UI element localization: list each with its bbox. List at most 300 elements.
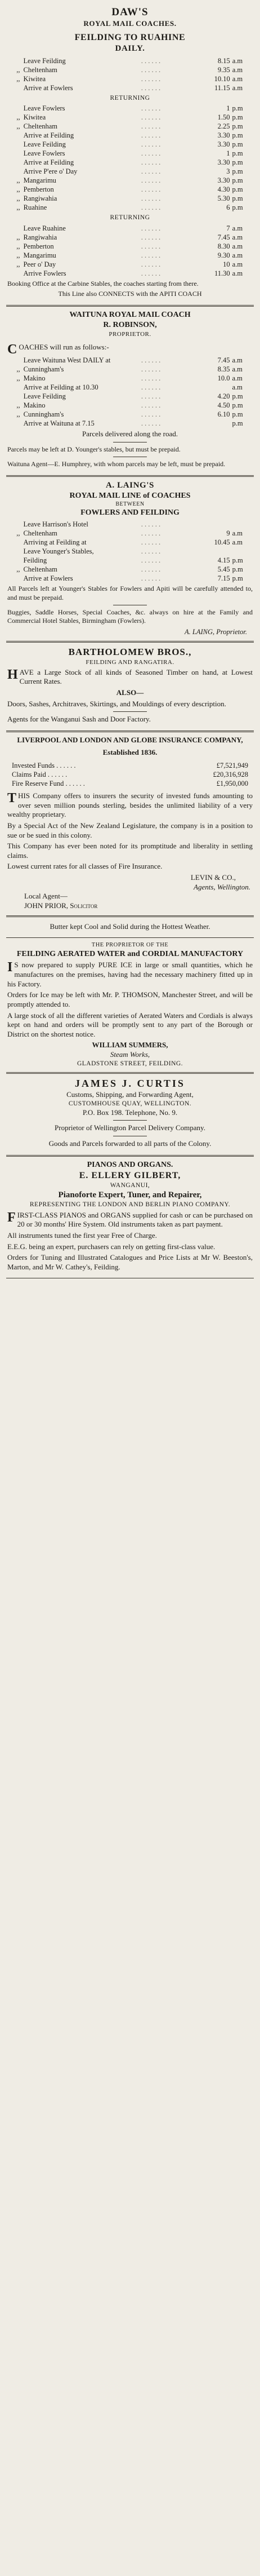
stop-name: Arrive Fowlers [23, 269, 66, 278]
financial-figure [7, 770, 253, 779]
time-period: a.m [232, 356, 243, 365]
departure-time: 6.10 [217, 410, 230, 419]
leader-dots: . . . . . . [141, 224, 161, 233]
stop-name: Kiwitea [23, 113, 46, 122]
body-text: E.E.G. being an expert, purchasers can rely on getting first-class value. [7, 1242, 216, 1251]
local-agent-label: Local Agent— [24, 892, 68, 901]
body-text: Lowest current rates for all classes of Fire Insurance. [7, 862, 163, 871]
returning-label: RETURNING [110, 94, 150, 101]
departure-time: 5.30 [217, 194, 230, 203]
timetable-row [7, 538, 253, 547]
departure-time: 4.30 [217, 185, 230, 194]
time-period: a.m [232, 83, 243, 92]
leader-dots: . . . . . . [141, 419, 161, 428]
time-period: a.m [232, 56, 243, 65]
agent-name: LEVIN & CO., [190, 873, 236, 882]
timetable-row [7, 410, 253, 419]
time-period: a.m [232, 260, 243, 269]
timetable-row [7, 401, 253, 410]
stop-name: Mangarimu [23, 176, 56, 185]
leader-dots: . . . . . . [141, 194, 161, 203]
stop-name: Arrive at Feilding [23, 131, 74, 140]
body-text: IS now prepared to supply PURE ICE in large or small quantities, which he manufactures on the premises, having had the necessary machinery fitted up in his Factory. [7, 960, 253, 988]
ad-pretitle: THE PROPRIETOR OF THE [91, 942, 169, 949]
stop-name: Arrive at Fowlers [23, 83, 73, 92]
departure-time: 9 [226, 529, 230, 538]
established-label: Established 1836. [102, 748, 158, 757]
ad-title: LIVERPOOL AND LONDON AND GLOBE INSURANCE COMPANY, [17, 735, 243, 744]
owner-name: WILLIAM SUMMERS, [92, 1041, 168, 1050]
departure-time: 4.15 [217, 556, 230, 565]
departure-time: 3.30 [217, 131, 230, 140]
ditto-mark [7, 140, 23, 149]
waituna-coach-ad [6, 307, 254, 477]
owner-name: R. ROBINSON, [103, 320, 157, 329]
time-period: p.m [232, 140, 243, 149]
local-agent-name: JOHN PRIOR, Solicitor [24, 901, 98, 910]
business-address: CUSTOMHOUSE QUAY, WELLINGTON. [68, 1100, 192, 1108]
ditto-mark: ,, [16, 203, 20, 212]
ad-subtitle: ROYAL MAIL COACHES. [83, 19, 177, 28]
divider [113, 1120, 147, 1121]
leader-dots: . . . . . . [141, 356, 161, 365]
ad-title: A. LAING'S [105, 480, 155, 490]
departure-time: 3.30 [217, 140, 230, 149]
timetable-row [7, 224, 253, 233]
leader-dots: . . . . . . [141, 65, 161, 74]
owner-address: GLADSTONE STREET, FEILDING. [77, 1060, 183, 1067]
departure-time: 10 [223, 260, 230, 269]
departure-time: 2.25 [217, 122, 230, 131]
time-period: a.m [232, 538, 243, 547]
leader-dots: . . . . . . [141, 149, 161, 158]
time-period [231, 547, 253, 556]
leader-dots: . . . . . . [141, 203, 161, 212]
stop-name: Leave Feilding [23, 392, 66, 401]
between-label: BETWEEN [115, 501, 145, 507]
leader-dots: . . . . . . [141, 520, 161, 529]
departure-time: 10.45 [214, 538, 230, 547]
ditto-mark: ,, [16, 410, 20, 419]
leader-dots: . . . . . . [141, 574, 161, 583]
hire-note: Buggies, Saddle Horses, Special Coaches, &c. always on hire at the Family and Commercial Hotel Stables, Birmingham (Fowlers). [7, 608, 253, 625]
time-period: p.m [232, 203, 243, 212]
timetable-row [7, 374, 253, 383]
leader-dots: . . . . . . [141, 383, 161, 392]
parcels-note: Parcels delivered along the road. [82, 430, 178, 439]
agent-role: Agents, Wellington. [194, 882, 250, 891]
timetable-row [7, 122, 253, 131]
body-text: THIS Company offers to insurers the security of invested funds amounting to over seven million pounds sterling, besides the unlimited liability of a very wealthy proprietary. [7, 791, 253, 819]
timetable-inbound [7, 104, 253, 212]
timetable-row [7, 356, 253, 365]
booking-office-note: Booking Office at the Carbine Stables, the coaches starting from there. [7, 280, 199, 288]
time-period: a.m [232, 529, 243, 538]
curtis-ad [6, 1074, 254, 1156]
departure-time: 10.0 [217, 374, 230, 383]
timetable-row [7, 574, 253, 583]
ditto-mark: ,, [16, 401, 20, 410]
leader-dots: . . . . . . [141, 565, 161, 574]
ditto-mark [7, 83, 22, 92]
timetable-row [7, 565, 253, 574]
aerated-water-ad [6, 938, 254, 1074]
ditto-mark [7, 520, 22, 529]
stop-name: Pemberton [23, 242, 54, 251]
timetable-row [7, 365, 253, 374]
connection-note: This Line also CONNECTS with the APITI COACH [58, 290, 202, 298]
time-period: p.m [232, 410, 243, 419]
timetable-row [7, 520, 253, 529]
leader-dots: . . . . . . [141, 374, 161, 383]
time-period: a.m [232, 383, 243, 392]
financial-figure [7, 779, 253, 788]
leader-dots: . . . . . . [141, 242, 161, 251]
contact-box: P.O. Box 198. Telephone, No. 9. [82, 1108, 178, 1117]
ditto-mark: ,, [16, 65, 20, 74]
ad-title: JAMES J. CURTIS [75, 1078, 185, 1090]
body-text: All instruments tuned the first year Free of Charge. [7, 1231, 157, 1240]
route-subheading: DAILY. [115, 44, 145, 54]
ditto-mark [7, 224, 22, 233]
ditto-mark: ,, [16, 365, 20, 374]
route-heading: FEILDING TO RUAHINE [74, 32, 186, 42]
timetable-row [7, 260, 253, 269]
timetable-return [7, 224, 253, 278]
dealer-name: E. ELLERY GILBERT, [79, 1170, 181, 1180]
dealer-representation: REPRESENTING THE LONDON AND BERLIN PIANO COMPANY. [29, 1201, 231, 1208]
figures-list [7, 761, 253, 788]
departure-time: 7 [226, 224, 230, 233]
ad-subtitle: ROYAL MAIL LINE of COACHES [69, 491, 191, 500]
time-period: a.m [232, 233, 243, 242]
butter-text: Butter kept Cool and Solid during the Hottest Weather. [50, 922, 210, 931]
timetable-row [7, 269, 253, 278]
departure-time: 11.30 [214, 269, 230, 278]
timetable-row [7, 529, 253, 538]
departure-time: 7.45 [217, 356, 230, 365]
butter-note-ad [6, 917, 254, 939]
stop-name: Cheltenham [23, 65, 57, 74]
leader-dots: . . . . . . [141, 410, 161, 419]
ditto-mark: ,, [16, 233, 20, 242]
stop-name: Mangarimu [23, 251, 56, 260]
stop-name: Leave Ruahine [23, 224, 66, 233]
leader-dots: . . . . . . [141, 185, 161, 194]
agent-note: Waituna Agent—E. Humphrey, with whom parcels may be left, must be prepaid. [7, 460, 226, 468]
leader-dots: . . . . . . [141, 158, 161, 167]
stop-name: Cheltenham [23, 122, 58, 131]
timetable-row [7, 242, 253, 251]
stop-name: Kiwitea [23, 74, 46, 83]
stop-name: Cunningham's [23, 410, 64, 419]
time-period: a.m [232, 65, 243, 74]
stop-name: Leave Waituna West DAILY at [23, 356, 111, 365]
leader-dots: . . . . . . [141, 251, 161, 260]
time-period: p.m [232, 556, 243, 565]
time-period: p.m [232, 122, 243, 131]
ad-heading: PIANOS AND ORGANS. [87, 1160, 173, 1169]
ditto-mark [7, 149, 23, 158]
departure-time: 4.20 [217, 392, 230, 401]
time-period: a.m [232, 374, 243, 383]
stop-name: Cheltenham [23, 529, 57, 538]
stop-name: Arriving at Feilding at [23, 538, 87, 547]
timetable-row [7, 203, 253, 212]
timetable-row [7, 547, 253, 556]
time-period [231, 520, 253, 529]
goods-note: Goods and Parcels forwarded to all parts of the Colony. [48, 1139, 212, 1148]
ditto-mark [7, 56, 22, 65]
timetable-row [7, 556, 253, 565]
owner-role: Steam Works, [110, 1050, 150, 1059]
figure-label: Claims Paid . . . . . . [12, 771, 68, 779]
ditto-mark [7, 131, 23, 140]
ditto-mark [7, 574, 22, 583]
timetable-row [7, 149, 253, 158]
leader-dots: . . . . . . [141, 113, 161, 122]
timetable-row [7, 104, 253, 113]
ditto-mark: ,, [16, 176, 20, 185]
ditto-mark [7, 383, 23, 392]
stop-name: Makino [23, 374, 46, 383]
time-period: p.m [232, 104, 243, 113]
intro-text: COACHES will run as follows:- [7, 342, 109, 357]
ditto-mark: ,, [16, 529, 20, 538]
departure-time: 10.10 [214, 74, 230, 83]
time-period: p.m [232, 113, 243, 122]
timetable-row [7, 233, 253, 242]
ditto-mark: ,, [16, 113, 20, 122]
financial-figure [7, 761, 253, 770]
body-text: FIRST-CLASS PIANOS and ORGANS supplied for cash or can be purchased on 20 or 30 months' Hire System. Old instruments taken as part payment. [7, 1210, 253, 1229]
ditto-mark [7, 356, 23, 365]
ditto-mark: ,, [16, 122, 20, 131]
laing-coaches-ad [6, 477, 254, 643]
ad-title: FEILDING AERATED WATER and CORDIAL MANUFACTORY [16, 949, 244, 958]
time-period: p.m [232, 167, 243, 176]
time-period: p.m [232, 392, 243, 401]
timetable-row [7, 74, 253, 83]
departure-time: 9.30 [217, 251, 230, 260]
ditto-mark [7, 269, 22, 278]
time-period: a.m [232, 365, 243, 374]
body-text: Orders for Ice may be left with Mr. P. THOMSON, Manchester Street, and will be promptly attended to. [7, 990, 253, 1008]
departure-time: 8.30 [217, 242, 230, 251]
leader-dots: . . . . . . [141, 260, 161, 269]
stop-name: Leave Fowlers [23, 149, 65, 158]
stop-name: Rangiwahia [23, 233, 57, 242]
stop-name: Pemberton [23, 185, 54, 194]
departure-time [199, 383, 231, 392]
departure-time: 1.50 [217, 113, 230, 122]
ad-title: DAW'S [111, 6, 149, 18]
leader-dots: . . . . . . [141, 392, 161, 401]
leader-dots: . . . . . . [141, 547, 161, 556]
newspaper-column [6, 0, 254, 1278]
departure-time [199, 520, 231, 529]
time-period: a.m [232, 269, 243, 278]
departure-time: 8.35 [217, 365, 230, 374]
timetable-outbound [7, 56, 253, 92]
body-text: A large stock of all the different varieties of Aerated Waters and Cordials is always kept on hand and orders will be promptly sent to any part of the Borough or District on the shortest notice. [7, 1011, 253, 1038]
stop-name: Makino [23, 401, 46, 410]
leader-dots: . . . . . . [141, 167, 161, 176]
signature: A. LAING, Proprietor. [185, 627, 247, 636]
departure-time: 1 [226, 104, 230, 113]
ditto-mark [7, 538, 22, 547]
timetable-row [7, 140, 253, 149]
stop-name: Leave Feilding [23, 56, 66, 65]
leader-dots: . . . . . . [141, 131, 161, 140]
time-period: p.m [232, 574, 243, 583]
timetable-row [7, 83, 253, 92]
stop-name: Arrive at Fowlers [23, 574, 73, 583]
parcels-note: All Parcels left at Younger's Stables for Fowlers and Apiti will be carefully attended to, and must be prepaid. [7, 585, 253, 601]
departure-time: 4.50 [217, 401, 230, 410]
time-period: p.m [232, 158, 243, 167]
leader-dots: . . . . . . [141, 104, 161, 113]
time-period: p.m [232, 185, 243, 194]
departure-time: 5.45 [217, 565, 230, 574]
departure-time: 3 [226, 167, 230, 176]
leader-dots: . . . . . . [141, 529, 161, 538]
ditto-mark [7, 556, 22, 565]
dealer-town: WANGANUI, [110, 1182, 150, 1189]
stop-name: Leave Younger's Stables, [23, 547, 94, 556]
timetable-row [7, 158, 253, 167]
leader-dots: . . . . . . [141, 556, 161, 565]
ditto-mark [7, 158, 23, 167]
leader-dots: . . . . . . [141, 74, 161, 83]
stop-name: Leave Feilding [23, 140, 66, 149]
ad-subtitle: FEILDING AND RANGATIRA. [86, 658, 174, 666]
factory-note: Proprietor of Wellington Parcel Delivery Company. [55, 1123, 205, 1132]
time-period: p.m [232, 149, 243, 158]
stop-name: Arrive at Feilding at 10.30 [23, 383, 98, 392]
time-period: p.m [232, 401, 243, 410]
ditto-mark [7, 104, 23, 113]
ditto-mark [7, 392, 23, 401]
timetable [7, 520, 253, 583]
stop-name: Peer o' Day [23, 260, 56, 269]
leader-dots: . . . . . . [141, 140, 161, 149]
timetable-row [7, 131, 253, 140]
ad-title: BARTHOLOMEW BROS., [68, 646, 192, 657]
departure-time: 6 [226, 203, 230, 212]
stop-name: Arrive P'ere o' Day [23, 167, 78, 176]
departure-time: 1 [226, 149, 230, 158]
body-text: This Company has ever been noted for its promptitude and liberality in settling claims. [7, 842, 253, 860]
returning-label: RETURNING [110, 214, 150, 222]
ditto-mark: ,, [16, 251, 20, 260]
figure-value: £7,521,949 [216, 762, 248, 770]
time-period: p.m [232, 194, 243, 203]
departure-time: 8.15 [217, 56, 230, 65]
time-period: a.m [232, 74, 243, 83]
ditto-mark: ,, [16, 194, 20, 203]
also-text: Doors, Sashes, Architraves, Skirtings, and Mouldings of every description. [7, 699, 226, 708]
time-period: a.m [232, 251, 243, 260]
body-text: Orders for Tuning and Illustrated Catalogues and Price Lists at Mr W. Beeston's, Marton, and Mr W. Cathey's, Feilding. [7, 1253, 253, 1271]
departure-time [199, 547, 231, 556]
stop-name: Ruahine [23, 203, 47, 212]
also-label: ALSO— [116, 688, 144, 697]
leader-dots: . . . . . . [141, 538, 161, 547]
stop-name: Arrive at Feilding [23, 158, 74, 167]
time-period: a.m [232, 242, 243, 251]
body-text: By a Special Act of the New Zealand Legislature, the company is in a position to sue or be sued in this colony. [7, 821, 253, 839]
departure-time: 11.15 [214, 83, 230, 92]
timetable-row [7, 194, 253, 203]
timetable-row [7, 176, 253, 185]
bartholomew-ad [6, 643, 254, 732]
ad-title: WAITUNA ROYAL MAIL COACH [69, 310, 191, 319]
ditto-mark [7, 547, 22, 556]
time-period: p.m [232, 565, 243, 574]
leader-dots: . . . . . . [141, 176, 161, 185]
insurance-ad [6, 732, 254, 917]
figure-value: £1,950,000 [216, 780, 248, 788]
departure-time: 7.15 [217, 574, 230, 583]
daws-coaches-ad [6, 2, 254, 307]
time-period: p.m [232, 176, 243, 185]
departure-time: 7.45 [217, 233, 230, 242]
stop-name: Leave Harrison's Hotel [23, 520, 88, 529]
leader-dots: . . . . . . [141, 269, 161, 278]
timetable-row [7, 383, 253, 392]
stop-name: Cunningham's [23, 365, 64, 374]
time-period: a.m [232, 224, 243, 233]
timetable-row [7, 419, 253, 428]
stop-name: Cheltenham [23, 565, 57, 574]
leader-dots: . . . . . . [141, 122, 161, 131]
leader-dots: . . . . . . [141, 56, 161, 65]
stop-name: Leave Fowlers [23, 104, 65, 113]
ditto-mark [7, 167, 23, 176]
divider [113, 711, 147, 712]
stop-name: Arrive at Waituna at 7.15 [23, 419, 95, 428]
departure-time: 9.35 [217, 65, 230, 74]
dealer-trade: Pianoforte Expert, Tuner, and Repairer, [58, 1190, 202, 1200]
leader-dots: . . . . . . [141, 233, 161, 242]
business-role: Customs, Shipping, and Forwarding Agent, [66, 1090, 194, 1099]
timetable-row [7, 392, 253, 401]
timetable [7, 356, 253, 428]
figure-value: £20,316,928 [213, 771, 248, 779]
ditto-mark: ,, [16, 565, 20, 574]
time-period: p.m [232, 419, 243, 428]
gilbert-pianos-ad [6, 1157, 254, 1279]
parcels-note-2: Parcels may be left at D. Younger's stables, but must be prepaid. [7, 445, 181, 453]
timetable-row [7, 56, 253, 65]
ditto-mark: ,, [16, 374, 20, 383]
ditto-mark: ,, [16, 242, 20, 251]
timetable-row [7, 251, 253, 260]
ditto-mark: ,, [16, 74, 20, 83]
leader-dots: . . . . . . [141, 401, 161, 410]
figure-label: Fire Reserve Fund . . . . . . [12, 780, 85, 788]
agents-note: Agents for the Wanganui Sash and Door Factory. [7, 715, 151, 724]
ditto-mark [7, 419, 23, 428]
ditto-mark: ,, [16, 260, 20, 269]
figure-label: Invested Funds . . . . . . [12, 762, 76, 770]
route-heading: FOWLERS AND FEILDING [80, 508, 180, 517]
body-text: HAVE a Large Stock of all kinds of Seasoned Timber on hand, at Lowest Current Rates. [7, 667, 253, 686]
timetable-row [7, 167, 253, 176]
owner-role: PROPRIETOR. [109, 330, 151, 338]
timetable-row [7, 65, 253, 74]
